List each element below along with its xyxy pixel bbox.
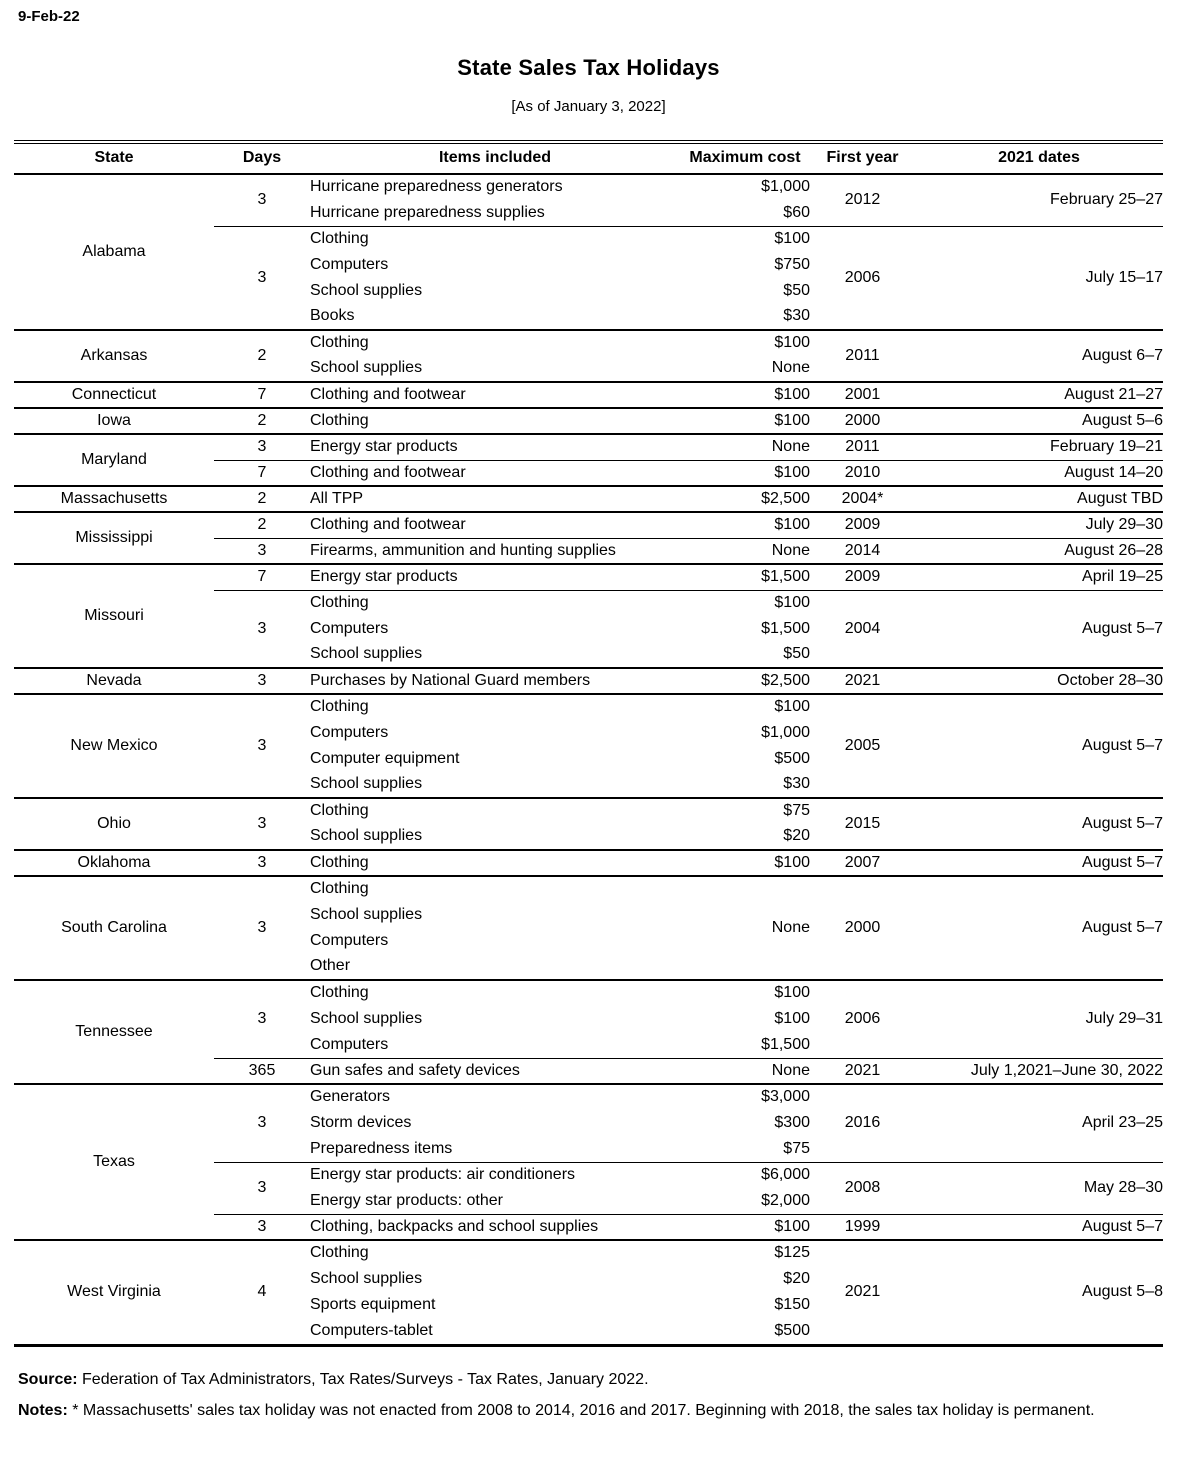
days-cell: 2 [214,408,310,434]
cost-cell: $60 [783,203,810,221]
item-cell: Clothing [310,1240,680,1266]
cost-cell: $6,000 [680,1162,810,1188]
table-row [14,408,1163,434]
item-cell: Clothing [310,408,680,434]
state-cell: Ohio [14,798,214,850]
state-cell: Arkansas [14,330,214,382]
table-row [14,980,1163,1006]
item-cell: School supplies [310,827,423,845]
table-row [14,798,1163,824]
dates-cell: May 28–30 [915,1162,1163,1214]
item-cell: Computer equipment [310,749,460,767]
cost-cell: $100 [680,850,810,876]
first-year-cell: 2012 [810,174,915,226]
dates-cell: July 15–17 [915,226,1163,330]
cost-cell: $100 [680,460,810,486]
first-year-cell: 2000 [810,876,915,980]
dates-cell: August 5–7 [915,590,1163,668]
dates-cell: August 5–7 [915,1214,1163,1240]
days-cell: 3 [214,850,310,876]
item-cell: Clothing [310,226,680,252]
dates-cell: August 5–7 [915,876,1163,980]
state-cell: South Carolina [14,876,214,980]
item-cell: School supplies [310,905,423,923]
days-cell: 3 [214,668,310,694]
table-row [14,434,1163,460]
item-cell: School supplies [310,359,423,377]
first-year-cell: 2011 [810,434,915,460]
cost-cell: $1,000 [680,174,810,200]
cost-cell: $50 [783,645,810,663]
source-label: Source: [18,1371,78,1388]
item-cell: School supplies [310,281,423,299]
cost-cell: $300 [774,1113,810,1131]
dates-cell: February 19–21 [915,434,1163,460]
first-year-cell: 2009 [810,564,915,590]
cost-cell: $75 [783,1139,810,1157]
dates-cell: July 29–30 [915,512,1163,538]
dates-cell: August 21–27 [915,382,1163,408]
column-header-2021-dates: 2021 dates [915,144,1163,174]
first-year-cell: 2000 [810,408,915,434]
days-cell: 2 [214,512,310,538]
dates-cell: April 23–25 [915,1084,1163,1162]
dates-cell: August 6–7 [915,330,1163,382]
days-cell: 3 [214,694,310,798]
state-cell: New Mexico [14,694,214,798]
first-year-cell: 2009 [810,512,915,538]
cost-cell: $100 [774,1009,810,1027]
first-year-cell: 2014 [810,538,915,564]
days-cell: 7 [214,460,310,486]
item-cell: Clothing and footwear [310,382,680,408]
column-header-first-year: First year [810,144,915,174]
first-year-cell: 2006 [810,980,915,1058]
source-line [0,1371,1177,1389]
source-text: Federation of Tax Administrators, Tax Rates/Surveys - Tax Rates, January 2022. [77,1371,649,1388]
item-cell: Computers-tablet [310,1321,433,1339]
state-cell: Texas [14,1084,214,1240]
cost-cell: $100 [680,980,810,1006]
cost-cell: None [680,434,810,460]
cost-cell: None [771,359,810,377]
column-header-days: Days [214,144,310,174]
column-header-state: State [14,144,214,174]
dates-cell: August 5–7 [915,850,1163,876]
cost-cell: $100 [680,694,810,720]
item-cell: Sports equipment [310,1295,436,1313]
first-year-cell: 2011 [810,330,915,382]
first-year-cell: 2021 [810,1058,915,1084]
table-header-row [14,144,1163,174]
first-year-cell: 2008 [810,1162,915,1214]
state-cell: West Virginia [14,1240,214,1344]
item-cell: Other [310,957,351,975]
item-cell: Firearms, ammunition and hunting supplies [310,538,680,564]
days-cell: 7 [214,564,310,590]
cost-cell: $50 [783,281,810,299]
item-cell: Energy star products [310,434,680,460]
table-row [14,1084,1163,1110]
item-cell: Clothing [310,850,680,876]
item-cell: Clothing [310,980,680,1006]
cost-cell: $20 [783,827,810,845]
cost-cell: $30 [783,307,810,325]
table-row [14,512,1163,538]
cost-cell: $30 [783,775,810,793]
cost-cell: $1,500 [761,1035,810,1053]
item-cell: Clothing and footwear [310,460,680,486]
dates-cell: July 1,2021–June 30, 2022 [915,1058,1163,1084]
cost-cell: $100 [680,590,810,616]
page-title: State Sales Tax Holidays [457,55,720,80]
item-cell: Hurricane preparedness supplies [310,203,545,221]
state-cell: Oklahoma [14,850,214,876]
cost-cell: $2,500 [680,668,810,694]
item-cell: School supplies [310,645,423,663]
cost-cell: $125 [680,1240,810,1266]
cost-cell: $2,000 [761,1191,810,1209]
state-cell: Tennessee [14,980,214,1084]
first-year-cell: 2001 [810,382,915,408]
cost-cell: $3,000 [680,1084,810,1110]
cost-cell: $100 [680,330,810,356]
cost-cell: None [680,1058,810,1084]
days-cell: 4 [214,1240,310,1344]
first-year-cell: 1999 [810,1214,915,1240]
days-cell: 3 [214,174,310,226]
first-year-cell: 2004 [810,590,915,668]
dates-cell: August 14–20 [915,460,1163,486]
item-cell: Books [310,307,355,325]
item-cell: Clothing and footwear [310,512,680,538]
cost-cell: $500 [774,1321,810,1339]
days-cell: 365 [214,1058,310,1084]
table-row [14,850,1163,876]
first-year-cell: 2004* [810,486,915,512]
dates-cell: August 5–7 [915,694,1163,798]
table-row [14,382,1163,408]
item-cell: School supplies [310,775,423,793]
item-cell: School supplies [310,1269,423,1287]
dates-cell: August 26–28 [915,538,1163,564]
days-cell: 3 [214,434,310,460]
item-cell: Gun safes and safety devices [310,1058,680,1084]
notes-label: Notes: [18,1402,68,1419]
item-cell: Clothing [310,590,680,616]
first-year-cell: 2021 [810,1240,915,1344]
days-cell: 3 [214,1084,310,1162]
column-header-items-included: Items included [310,144,680,174]
cost-cell: None [680,876,810,980]
days-cell: 3 [214,538,310,564]
item-cell: Computers [310,255,389,273]
days-cell: 3 [214,590,310,668]
item-cell: Energy star products: air conditioners [310,1162,680,1188]
cost-cell: $20 [783,1269,810,1287]
cost-cell: $750 [774,255,810,273]
item-cell: All TPP [310,486,680,512]
dates-cell: February 25–27 [915,174,1163,226]
cost-cell: $100 [680,1214,810,1240]
item-cell: Computers [310,723,389,741]
cost-cell: None [680,538,810,564]
dates-cell: April 19–25 [915,564,1163,590]
cost-cell: $100 [680,408,810,434]
cost-cell: $2,500 [680,486,810,512]
notes-line [0,1402,1177,1420]
item-cell: Purchases by National Guard members [310,668,680,694]
dates-cell: July 29–31 [915,980,1163,1058]
state-cell: Connecticut [14,382,214,408]
dates-cell: August TBD [915,486,1163,512]
days-cell: 3 [214,980,310,1058]
notes-text: * Massachusetts' sales tax holiday was not enacted from 2008 to 2014, 2016 and 2017. Beginning with 2018, the sales tax holiday is permanent. [67,1402,1095,1419]
cost-cell: $75 [680,798,810,824]
item-cell: Hurricane preparedness generators [310,174,680,200]
item-cell: Computers [310,1035,389,1053]
days-cell: 3 [214,798,310,850]
table-row [14,694,1163,720]
item-cell: Storm devices [310,1113,412,1131]
first-year-cell: 2006 [810,226,915,330]
table-row [14,668,1163,694]
table-row [14,174,1163,200]
cost-cell: $100 [680,226,810,252]
days-cell: 3 [214,876,310,980]
first-year-cell: 2021 [810,668,915,694]
table-row [14,876,1163,902]
item-cell: School supplies [310,1009,423,1027]
state-cell: Iowa [14,408,214,434]
cost-cell: $150 [774,1295,810,1313]
dates-cell: August 5–8 [915,1240,1163,1344]
state-cell: Massachusetts [14,486,214,512]
cost-cell: $1,500 [761,619,810,637]
corner-date: 9-Feb-22 [18,8,80,25]
table-frame [14,140,1163,1347]
item-cell: Clothing [310,798,680,824]
table-row [14,1240,1163,1266]
cost-cell: $100 [680,512,810,538]
dates-cell: October 28–30 [915,668,1163,694]
days-cell: 3 [214,1162,310,1214]
item-cell: Clothing [310,330,680,356]
state-cell: Maryland [14,434,214,486]
dates-cell: August 5–6 [915,408,1163,434]
days-cell: 7 [214,382,310,408]
state-cell: Mississippi [14,512,214,564]
cost-cell: $1,000 [761,723,810,741]
first-year-cell: 2016 [810,1084,915,1162]
days-cell: 3 [214,226,310,330]
days-cell: 2 [214,330,310,382]
state-cell: Missouri [14,564,214,668]
sales-tax-holidays-table [14,144,1163,1344]
table-row [14,486,1163,512]
cost-cell: $100 [680,382,810,408]
item-cell: Generators [310,1084,680,1110]
item-cell: Preparedness items [310,1139,453,1157]
column-header-maximum-cost: Maximum cost [680,144,810,174]
first-year-cell: 2010 [810,460,915,486]
item-cell: Clothing [310,876,680,902]
days-cell: 2 [214,486,310,512]
days-cell: 3 [214,1214,310,1240]
dates-cell: August 5–7 [915,798,1163,850]
item-cell: Clothing, backpacks and school supplies [310,1214,680,1240]
item-cell: Energy star products [310,564,680,590]
state-cell: Nevada [14,668,214,694]
item-cell: Clothing [310,694,680,720]
table-row [14,330,1163,356]
first-year-cell: 2005 [810,694,915,798]
first-year-cell: 2015 [810,798,915,850]
first-year-cell: 2007 [810,850,915,876]
page-subtitle: [As of January 3, 2022] [511,98,666,115]
item-cell: Computers [310,931,389,949]
table-row [14,564,1163,590]
item-cell: Energy star products: other [310,1191,503,1209]
state-cell: Alabama [14,174,214,330]
item-cell: Computers [310,619,389,637]
cost-cell: $1,500 [680,564,810,590]
cost-cell: $500 [774,749,810,767]
